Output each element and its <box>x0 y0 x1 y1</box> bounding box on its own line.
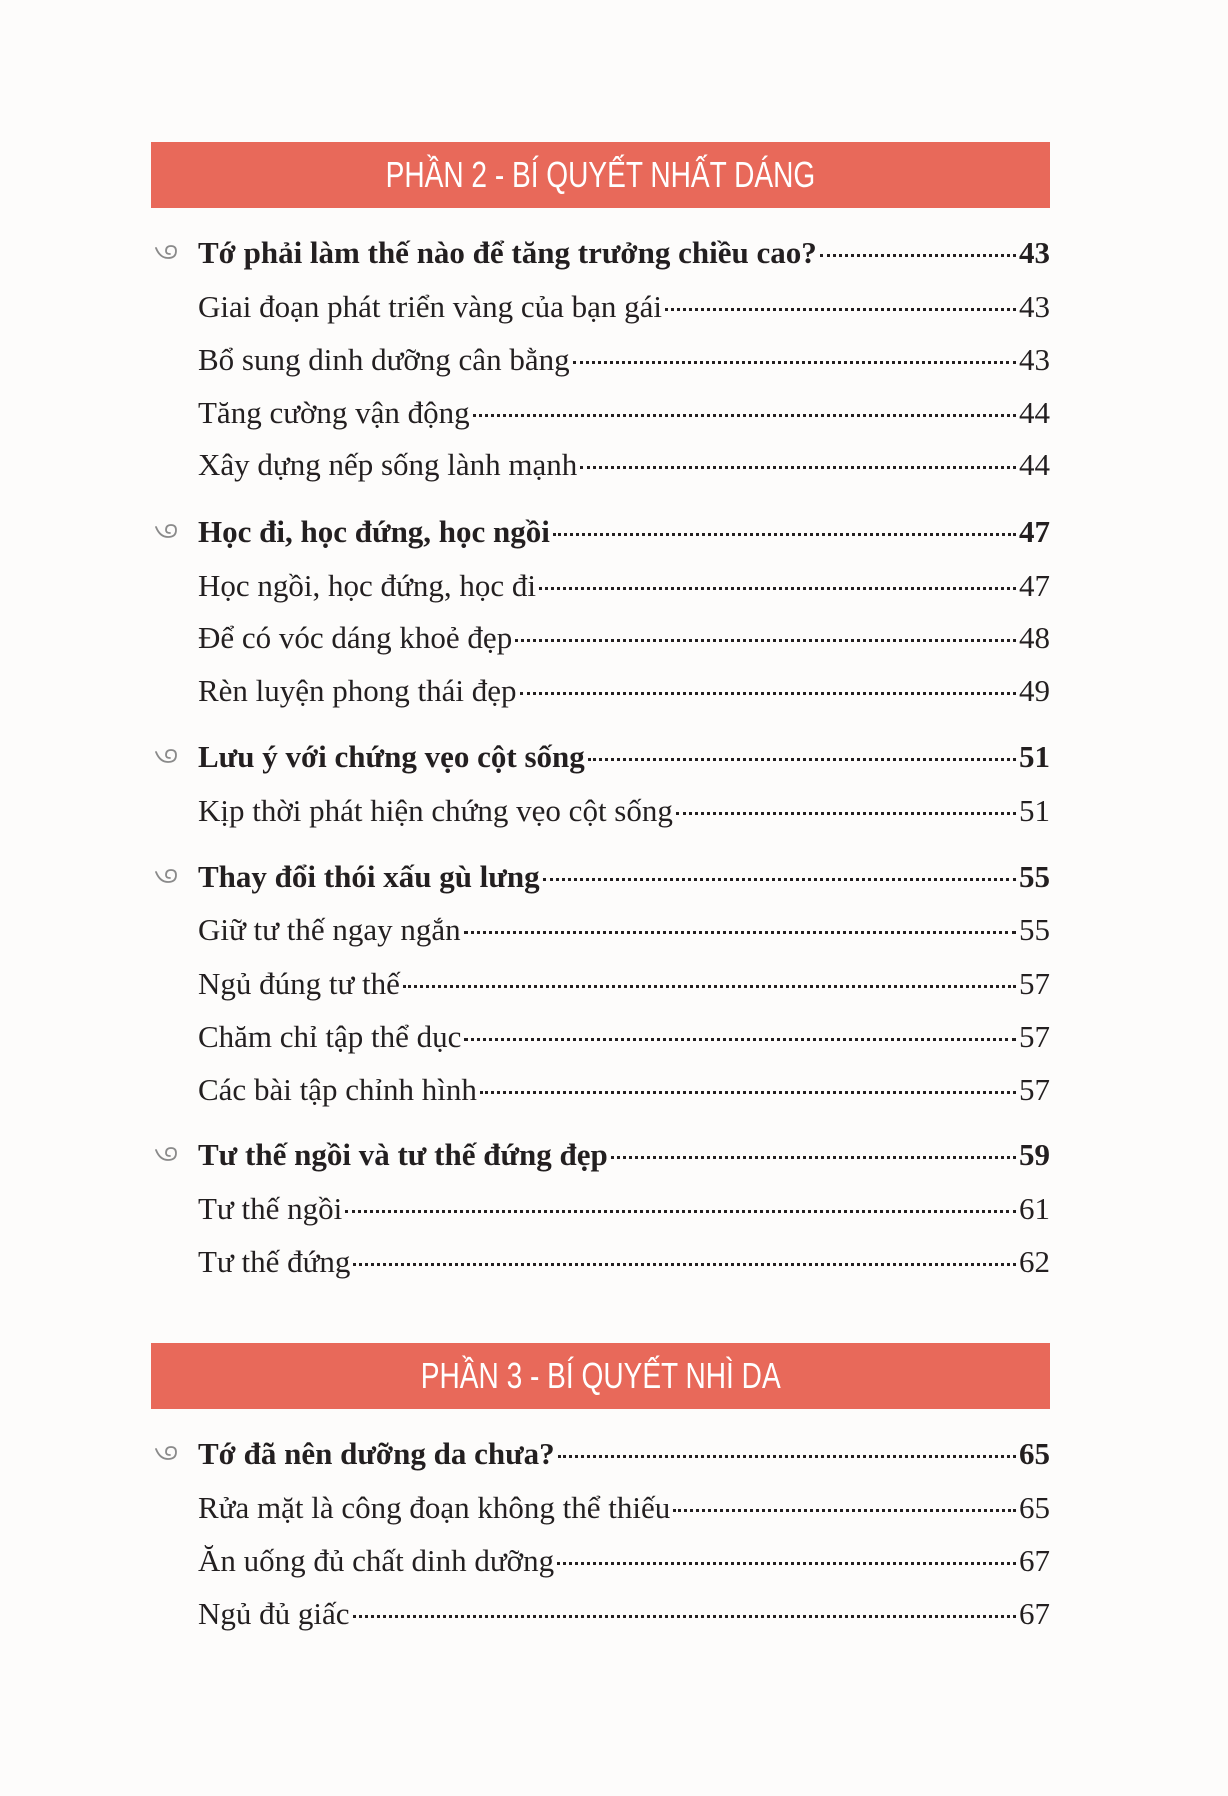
page-number: 57 <box>1019 1072 1050 1107</box>
page-number: 55 <box>1019 912 1050 947</box>
toc-entry[interactable] <box>198 388 1050 438</box>
entry-title: Bổ sung dinh dưỡng cân bằng <box>198 342 570 377</box>
entry-title: Tư thế ngồi <box>198 1191 343 1226</box>
page-number: 48 <box>1019 620 1050 655</box>
toc-entry[interactable] <box>198 1483 1050 1533</box>
entry-title: Kịp thời phát hiện chứng vẹo cột sống <box>198 793 673 828</box>
dot-leader <box>464 1038 1016 1041</box>
entry-title: Tư thế ngồi và tư thế đứng đẹp <box>198 1137 608 1172</box>
dot-leader <box>480 1091 1016 1094</box>
toc-entry[interactable] <box>198 1536 1050 1586</box>
spiral-icon <box>154 521 180 541</box>
page-number: 59 <box>1019 1137 1050 1172</box>
page-number: 51 <box>1019 793 1050 828</box>
toc-entry[interactable] <box>198 786 1050 836</box>
page-number: 61 <box>1019 1191 1050 1226</box>
entry-title: Chăm chỉ tập thể dục <box>198 1019 462 1054</box>
page-number: 67 <box>1019 1543 1050 1578</box>
dot-leader <box>558 1455 1016 1458</box>
page-number: 55 <box>1019 859 1050 894</box>
spiral-icon <box>154 1144 180 1164</box>
dot-leader <box>588 758 1016 761</box>
entry-title: Giữ tư thế ngay ngắn <box>198 912 461 947</box>
entry-title: Lưu ý với chứng vẹo cột sống <box>198 739 585 774</box>
toc-entry[interactable] <box>198 959 1050 1009</box>
entry-title: Ngủ đúng tư thế <box>198 966 400 1001</box>
toc-entry[interactable] <box>198 1237 1050 1287</box>
entry-title: Tớ phải làm thế nào để tăng trưởng chiều cao? <box>198 235 817 270</box>
toc-chapter[interactable] <box>198 852 1050 902</box>
toc-entry[interactable] <box>198 1589 1050 1639</box>
section-header <box>151 142 1050 208</box>
toc-entry[interactable] <box>198 1184 1050 1234</box>
dot-leader <box>515 639 1016 642</box>
toc-entry[interactable] <box>198 1065 1050 1115</box>
dot-leader <box>611 1156 1016 1159</box>
page-number: 44 <box>1019 447 1050 482</box>
dot-leader <box>820 254 1016 257</box>
toc-chapter[interactable] <box>198 732 1050 782</box>
dot-leader <box>557 1562 1016 1565</box>
entry-title: Học đi, học đứng, học ngồi <box>198 514 550 549</box>
page-number: 57 <box>1019 1019 1050 1054</box>
dot-leader <box>520 692 1016 695</box>
section-title: PHẦN 3 - BÍ QUYẾT NHÌ DA <box>420 1355 781 1396</box>
toc-entry[interactable] <box>198 282 1050 332</box>
section-header <box>151 1343 1050 1409</box>
dot-leader <box>345 1210 1016 1213</box>
dot-leader <box>673 1509 1016 1512</box>
entry-title: Học ngồi, học đứng, học đi <box>198 568 536 603</box>
page-number: 65 <box>1019 1436 1050 1471</box>
entry-title: Các bài tập chỉnh hình <box>198 1072 477 1107</box>
toc-entry[interactable] <box>198 905 1050 955</box>
dot-leader <box>543 878 1016 881</box>
toc-entry[interactable] <box>198 335 1050 385</box>
entry-title: Tăng cường vận động <box>198 395 470 430</box>
dot-leader <box>573 361 1016 364</box>
dot-leader <box>403 985 1016 988</box>
toc-chapter[interactable] <box>198 507 1050 557</box>
toc-entry[interactable] <box>198 561 1050 611</box>
page-number: 44 <box>1019 395 1050 430</box>
toc-chapter[interactable] <box>198 228 1050 278</box>
entry-title: Xây dựng nếp sống lành mạnh <box>198 447 578 482</box>
entry-title: Thay đổi thói xấu gù lưng <box>198 859 540 894</box>
section-title: PHẦN 2 - BÍ QUYẾT NHẤT DÁNG <box>385 154 816 195</box>
entry-title: Rèn luyện phong thái đẹp <box>198 673 517 708</box>
spiral-icon <box>154 746 180 766</box>
page-number: 43 <box>1019 235 1050 270</box>
dot-leader <box>353 1615 1016 1618</box>
entry-title: Tư thế đứng <box>198 1244 351 1279</box>
entry-title: Ăn uống đủ chất dinh dưỡng <box>198 1543 555 1578</box>
dot-leader <box>580 466 1016 469</box>
page-number: 62 <box>1019 1244 1050 1279</box>
toc-entry[interactable] <box>198 666 1050 716</box>
dot-leader <box>553 533 1016 536</box>
dot-leader <box>353 1263 1016 1266</box>
spiral-icon <box>154 242 180 262</box>
page-number: 49 <box>1019 673 1050 708</box>
dot-leader <box>473 414 1016 417</box>
page-number: 47 <box>1019 568 1050 603</box>
toc-entry[interactable] <box>198 440 1050 490</box>
entry-title: Để có vóc dáng khoẻ đẹp <box>198 620 513 655</box>
entry-title: Rửa mặt là công đoạn không thể thiếu <box>198 1490 671 1525</box>
dot-leader <box>539 587 1016 590</box>
toc-entry[interactable] <box>198 1012 1050 1062</box>
page-number: 65 <box>1019 1490 1050 1525</box>
spiral-icon <box>154 1443 180 1463</box>
dot-leader <box>464 931 1016 934</box>
page-number: 57 <box>1019 966 1050 1001</box>
page-number: 51 <box>1019 739 1050 774</box>
toc-entry[interactable] <box>198 613 1050 663</box>
spiral-icon <box>154 866 180 886</box>
toc-chapter[interactable] <box>198 1130 1050 1180</box>
entry-title: Tớ đã nên dưỡng da chưa? <box>198 1436 555 1471</box>
page-number: 67 <box>1019 1596 1050 1631</box>
page-number: 43 <box>1019 342 1050 377</box>
dot-leader <box>665 308 1016 311</box>
page-number: 43 <box>1019 289 1050 324</box>
entry-title: Ngủ đủ giấc <box>198 1596 350 1631</box>
toc-chapter[interactable] <box>198 1429 1050 1479</box>
page-number: 47 <box>1019 514 1050 549</box>
dot-leader <box>676 812 1016 815</box>
entry-title: Giai đoạn phát triển vàng của bạn gái <box>198 289 662 324</box>
